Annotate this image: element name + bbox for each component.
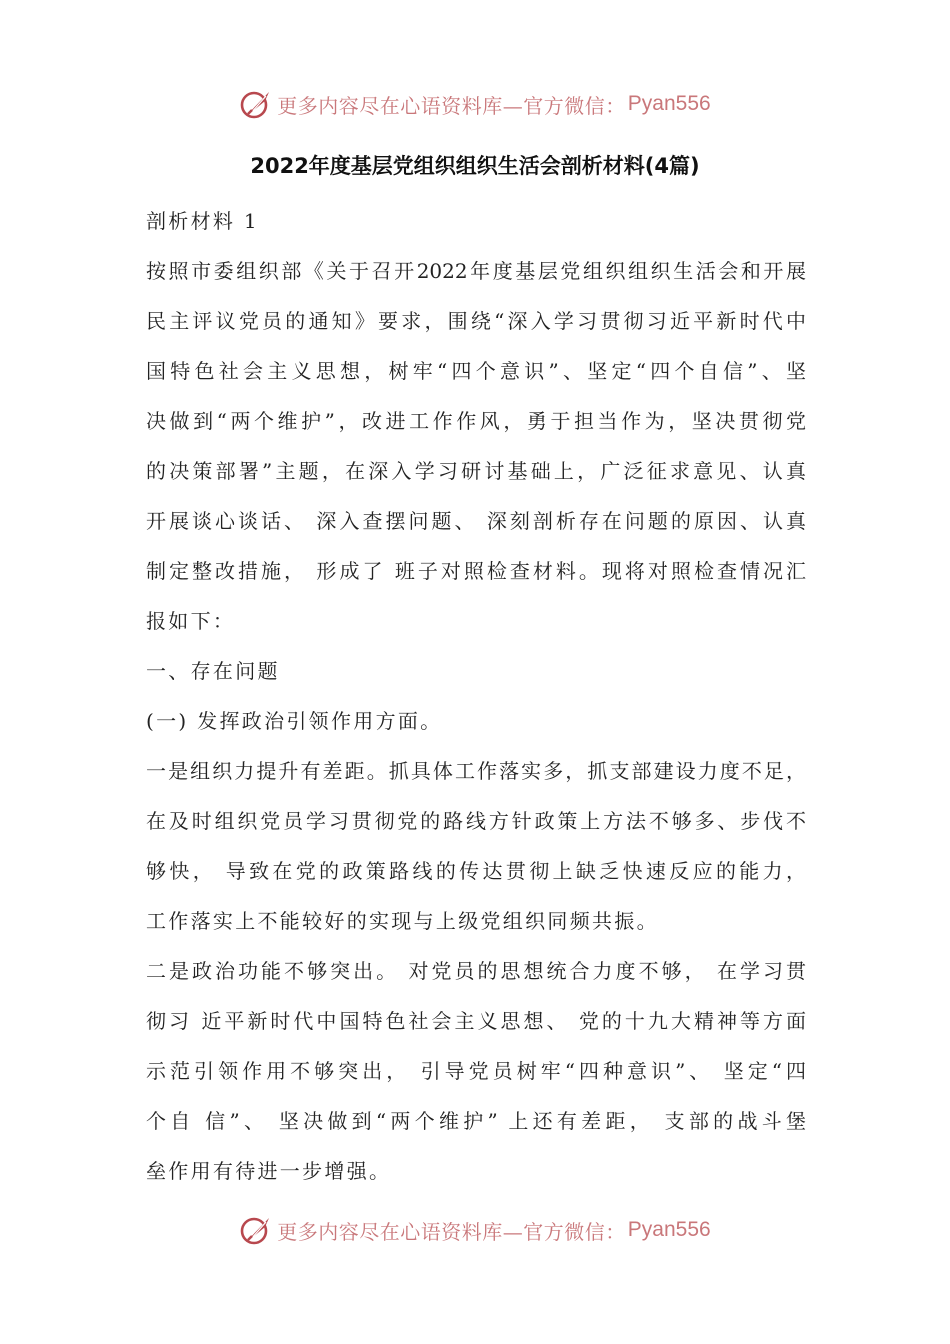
paragraph-line: 民主评议党员的通知》要求，围绕“深入学习贯彻习近平新时代中 xyxy=(146,309,806,333)
section-heading: 一、存在问题 xyxy=(146,659,280,683)
quill-logo-icon xyxy=(239,1213,273,1247)
paragraph-line: 国特色社会主义思想，树牢“四个意识”、坚定“四个自信”、坚 xyxy=(146,359,806,383)
paragraph-line: 报如下： xyxy=(146,609,236,633)
footer-banner xyxy=(0,1208,950,1252)
paragraph-line: 开展谈心谈话、 深入查摆问题、 深刻剖析存在问题的原因、认真 xyxy=(146,509,806,533)
banner-text: 更多内容尽在心语资料库—官方微信： xyxy=(277,93,626,118)
paragraph-line: 一是组织力提升有差距。抓具体工作落实多，抓支部建设力度不足， xyxy=(146,759,806,783)
paragraph-line: 示范引领作用不够突出， 引导党员树牢“四种意识”、 坚定“四 xyxy=(146,1059,806,1083)
header-banner xyxy=(0,82,950,126)
paragraph-line: 工作落实上不能较好的实现与上级党组织同频共振。 xyxy=(146,909,659,933)
paragraph-line: 的决策部署”主题，在深入学习研讨基础上，广泛征求意见、认真 xyxy=(146,459,806,483)
document-title: 2022年度基层党组织组织生活会剖析材料(4篇) xyxy=(250,154,700,178)
paragraph-line: 垒作用有待进一步增强。 xyxy=(146,1159,392,1183)
paragraph-line: 决做到“两个维护”，改进工作作风，勇于担当作为，坚决贯彻党 xyxy=(146,409,806,433)
paragraph-line: 彻习 近平新时代中国特色社会主义思想、 党的十九大精神等方面 xyxy=(146,1009,806,1033)
subsection-heading: (一) 发挥政治引领作用方面。 xyxy=(146,709,443,733)
paragraph-line: 个自 信”、 坚决做到“两个维护” 上还有差距， 支部的战斗堡 xyxy=(146,1109,806,1133)
paragraph-line: 二是政治功能不够突出。 对党员的思想统合力度不够， 在学习贯 xyxy=(146,959,806,983)
banner-text: 更多内容尽在心语资料库—官方微信： xyxy=(277,1219,626,1244)
document-body xyxy=(146,196,806,1196)
wechat-id: Pyan556 xyxy=(627,1218,711,1241)
paragraph-line: 按照市委组织部《关于召开2022年度基层党组织组织生活会和开展 xyxy=(146,259,806,283)
paragraph-line: 够快， 导致在党的政策路线的传达贯彻上缺乏快速反应的能力， xyxy=(146,859,806,883)
paragraph-line: 在及时组织党员学习贯彻党的路线方针政策上方法不够多、步伐不 xyxy=(146,809,806,833)
quill-logo-icon xyxy=(239,87,273,121)
paragraph-line: 制定整改措施， 形成了 班子对照检查材料。现将对照检查情况汇 xyxy=(146,559,806,583)
section-heading: 剖析材料 1 xyxy=(146,209,259,233)
wechat-id: Pyan556 xyxy=(627,92,711,115)
